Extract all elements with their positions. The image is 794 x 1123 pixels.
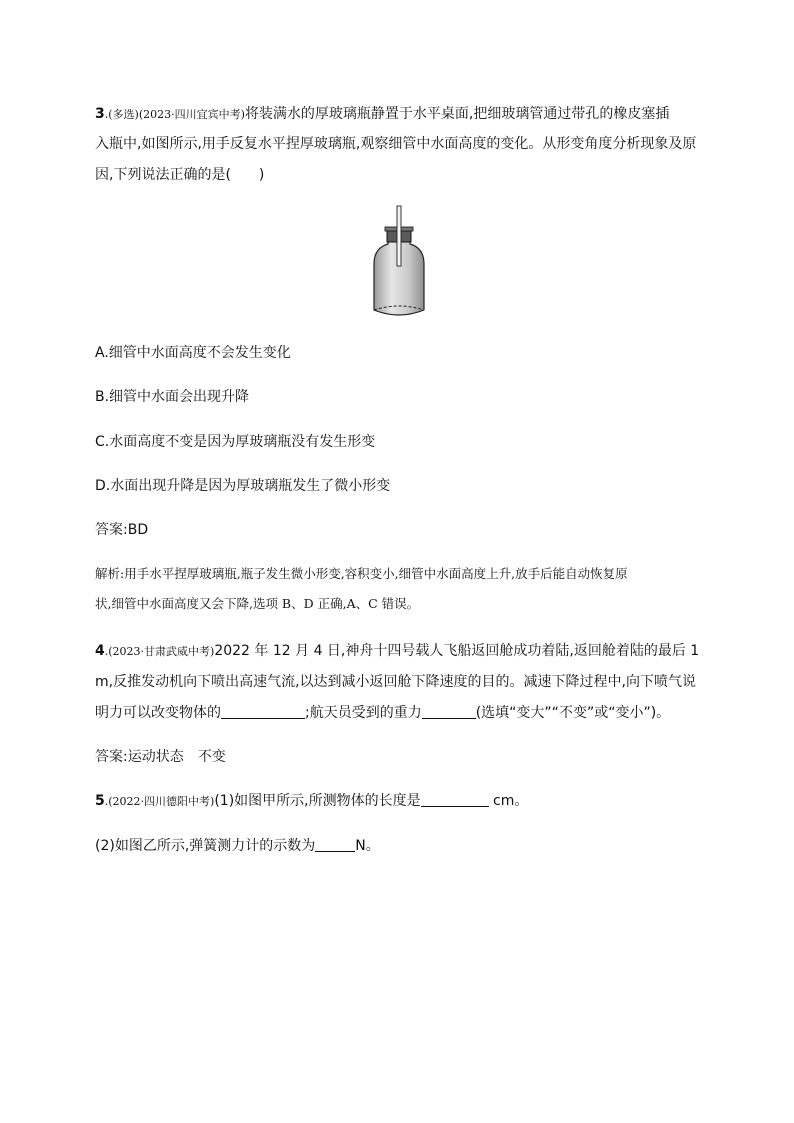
q3-line-1: [95, 104, 669, 125]
q3-number: 3: [95, 106, 105, 122]
bottle-figure: [368, 204, 430, 328]
q3-option-c: C.水面高度不变是因为厚玻璃瓶没有发生形变: [95, 434, 376, 450]
q4-tag: .(2023·甘肃武威中考): [104, 645, 215, 658]
q4-text-3a: 明力可以改变物体的: [95, 705, 221, 721]
q5-text-2a: (2)如图乙所示,弹簧测力计的示数为: [95, 838, 316, 854]
q4-line-1: [95, 641, 699, 662]
answer-blank: [221, 704, 305, 719]
answer-label: 答案: [95, 749, 123, 765]
q5-text-1a: (1)如图甲所示,所测物体的长度是: [214, 793, 421, 809]
q4-line-2: m,反推发动机向下喷出高速气流,以达到减小返回舱下降速度的目的。减速下降过程中,向下喷气说: [95, 674, 696, 690]
q3-tag: .(多选)(2023·四川宜宾中考): [104, 108, 245, 121]
q5-line-1: [95, 791, 528, 812]
q4-answer: [95, 747, 226, 767]
q3-option-d: D.水面出现升降是因为厚玻璃瓶发生了微小形变: [95, 478, 391, 494]
q3-analysis-line-1: [95, 564, 628, 584]
q5-line-2: [95, 836, 380, 856]
q3-text-1: 将装满水的厚玻璃瓶静置于水平桌面,把细玻璃管通过带孔的橡皮塞插: [244, 106, 670, 122]
q4-line-3: [95, 703, 670, 723]
q3-line-2: 入瓶中,如图所示,用手反复水平捏厚玻璃瓶,观察细管中水面高度的变化。从形变角度分析现象及原: [95, 136, 697, 152]
analysis-text-1: :用手水平捏厚玻璃瓶,瓶子发生微小形变,容积变小,细管中水面高度上升,放手后能自动恢复原: [120, 566, 628, 581]
q4-text-3b: ;航天员受到的重力: [305, 705, 422, 721]
q4-text-1: 2022 年 12 月 4 日,神舟十四号载人飞船返回舱成功着陆,返回舱着陆的最后 1: [214, 643, 700, 659]
q5-number: 5: [95, 793, 105, 809]
q3-analysis-line-2: 状,细管中水面高度又会下降,选项 B、D 正确,A、C 错误。: [95, 596, 420, 611]
answer-blank: [421, 792, 489, 807]
q5-tag: .(2022·四川德阳中考): [104, 795, 215, 808]
q3-option-a: A.细管中水面高度不会发生变化: [95, 345, 291, 361]
answer-label: 答案: [95, 522, 123, 538]
answer-value: :运动状态 不变: [123, 749, 226, 765]
q3-answer: [95, 520, 148, 540]
answer-value: :BD: [123, 522, 149, 538]
q4-number: 4: [95, 643, 105, 659]
answer-blank: [422, 704, 476, 719]
q5-text-1b: cm。: [488, 793, 529, 809]
q3-option-b: B.细管中水面会出现升降: [95, 389, 250, 405]
q4-text-3c: (选填“变大”“不变”或“变小”)。: [475, 705, 671, 721]
answer-blank: [315, 837, 355, 852]
q5-text-2b: N。: [355, 838, 380, 854]
analysis-label: 解析: [95, 566, 121, 581]
q3-line-3: 因,下列说法正确的是( ): [95, 167, 265, 183]
